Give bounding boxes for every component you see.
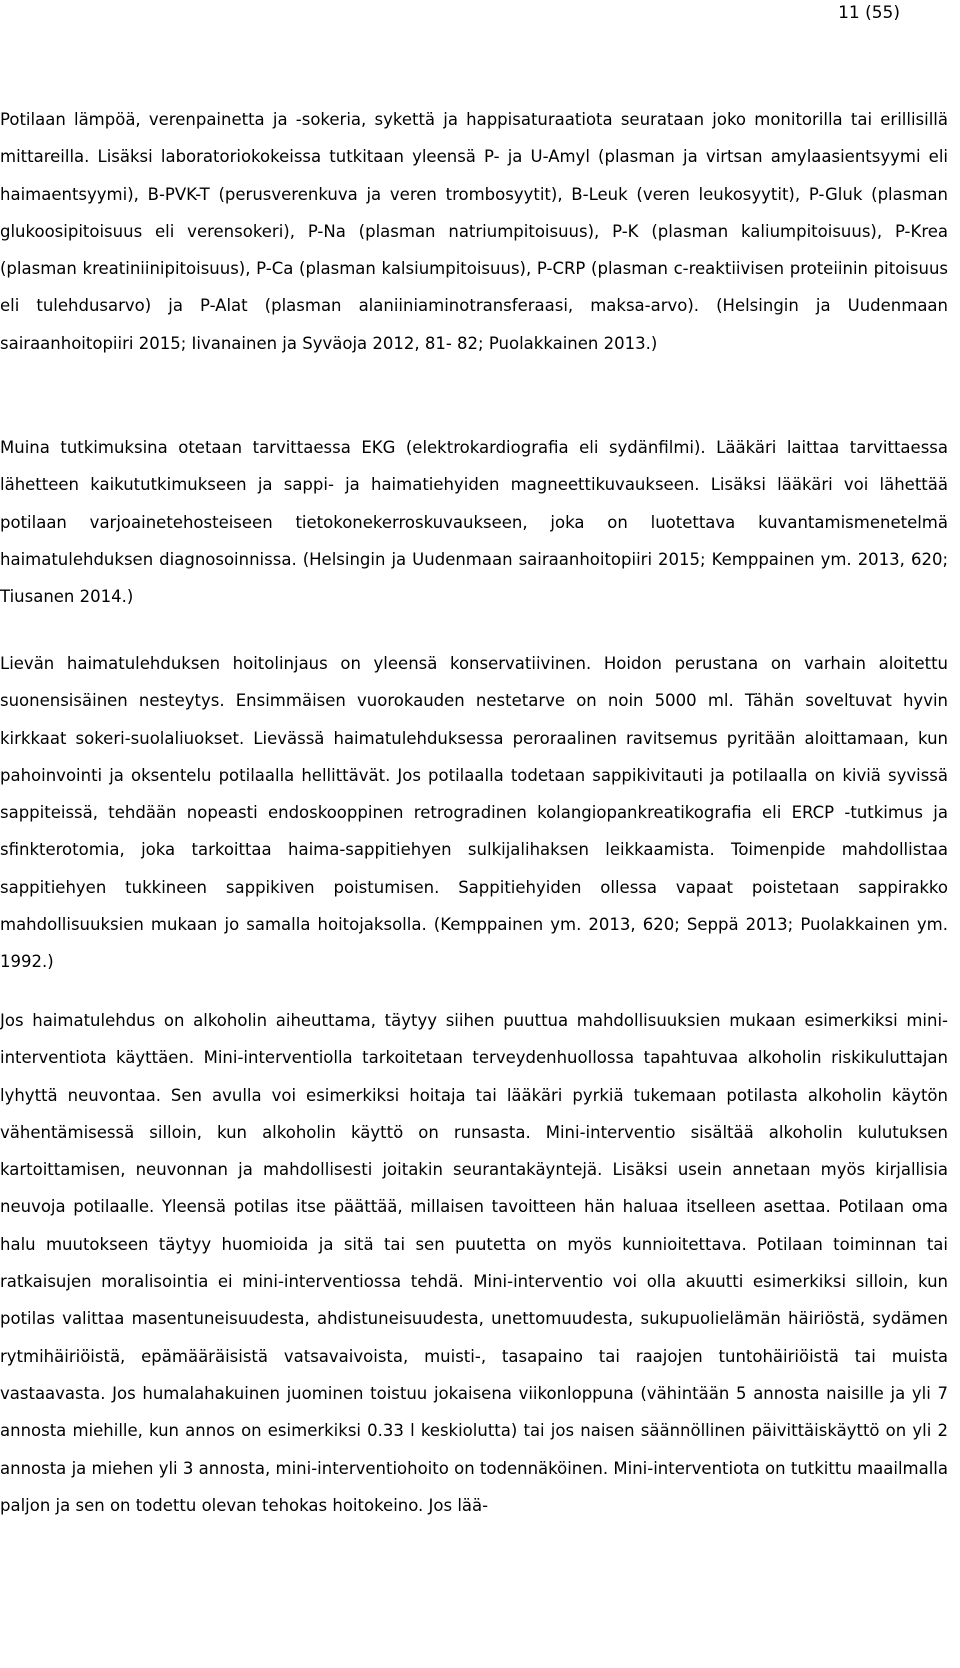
- paragraph-treatment: Lievän haimatulehduksen hoitolinjaus on yleensä konservatiivinen. Hoidon perustana on varhain aloitettu suonensisäinen nesteytys. Ensimmäisen vuorokauden nestetarve on noin 5000 ml. Tähän soveltuvat hyvin kirkkaat sokeri-suolaliuokset. Lievässä haimatulehduksessa peroraalinen ravitsemus pyritään aloittamaan, kun pahoinvointi ja oksentelu potilaalla hellittävät. Jos potilaalla todetaan sappikivitauti ja potilaalla on kiviä syvissä sappiteissä, tehdään nopeasti endoskooppinen retrogradinen kolangiopankreatikografia eli ERCP -tutkimus ja sfinkterotomia, joka tarkoittaa haima-sappitiehyen sulkijalihaksen leikkaamista. Toimenpide mahdollistaa sappitiehyen tukkineen sappikiven poistumisen. Sappitiehyiden ollessa vapaat poistetaan sappirakko mahdollisuuksien mukaan jo samalla hoitojaksolla. (Kemppainen ym. 2013, 620; Seppä 2013; Puolakkainen ym. 1992.): [0, 654, 948, 972]
- paragraph-other-examinations: Muina tutkimuksina otetaan tarvittaessa EKG (elektrokardiografia eli sydänfilmi). Lääkäri laittaa tarvittaessa lähetteen kaikututkimukseen ja sappi- ja haimatiehyiden magneettikuvaukseen. Lisäksi lääkäri voi lähettää potilaan varjoainetehosteiseen tietokonekerroskuvaukseen, joka on luotettava kuvantamismenetelmä haimatulehduksen diagnosoinnissa. (Helsingin ja Uudenmaan sairaanhoitopiiri 2015; Kemppainen ym. 2013, 620; Tiusanen 2014.): [0, 438, 948, 607]
- paragraph-lab-tests: Potilaan lämpöä, verenpainetta ja -sokeria, sykettä ja happisaturaatiota seurataan joko monitorilla tai erillisillä mittareilla. Lisäksi laboratoriokokeissa tutkitaan yleensä P- ja U-Amyl (plasman ja virtsan amylaasientsyymi eli haimaentsyymi), B-PVK-T (perusverenkuva ja veren trombosyytit), B-Leuk (veren leukosyytit), P-Gluk (plasman glukoosipitoisuus eli verensokeri), P-Na (plasman natriumpitoisuus), P-K (plasman kaliumpitoisuus), P-Krea (plasman kreatiniinipitoisuus), P-Ca (plasman kalsiumpitoisuus), P-CRP (plasman c-reaktiivisen proteiinin pitoisuus eli tulehdusarvo) ja P-Alat (plasman alaniiniaminotransferaasi, maksa-arvo). (Helsingin ja Uudenmaan sairaanhoitopiiri 2015; Iivanainen ja Syväoja 2012, 81- 82; Puolakkainen 2013.): [0, 110, 948, 353]
- paragraph-mini-intervention: Jos haimatulehdus on alkoholin aiheuttama, täytyy siihen puuttua mahdollisuuksien mukaan esimerkiksi mini-interventiota käyttäen. Mini-interventiolla tarkoitetaan terveydenhuollossa tapahtuvaa alkoholin riskikuluttajan lyhyttä neuvontaa. Sen avulla voi esimerkiksi hoitaja tai lääkäri pyrkiä tukemaan potilasta alkoholin käytön vähentämisessä silloin, kun alkoholin käyttö on runsasta. Mini-interventio sisältää alkoholin kulutuksen kartoittamisen, neuvonnan ja mahdollisesti joitakin seurantakäyntejä. Lisäksi usein annetaan myös kirjallisia neuvoja potilaalle. Yleensä potilas itse päättää, millaisen tavoitteen hän haluaa itselleen asettaa. Potilaan oma halu muutokseen täytyy huomioida ja sitä tai sen puutetta on myös kunnioitettava. Potilaan toiminnan tai ratkaisujen moralisointia ei mini-interventiossa tehdä. Mini-interventio voi olla akuutti esimerkiksi silloin, kun potilas valittaa masentuneisuudesta, ahdistuneisuudesta, unettomuudesta, sukupuolielämän häiriöstä, sydämen rytmihäiriöistä, epämääräisistä vatsavaivoista, muisti-, tasapaino tai raajojen tuntohäiriöistä tai muista vastaavasta. Jos humalahakuinen juominen toistuu jokaisena viikonloppuna (vähintään 5 annosta naisille ja yli 7 annosta miehille, kun annos on esimerkiksi 0.33 l keskiolutta) tai jos naisen säännöllinen päivittäiskäyttö on yli 2 annosta ja miehen yli 3 annosta, mini-interventiohoito on todennäköinen. Mini-interventiota on tutkittu maailmalla paljon ja sen on todettu olevan tehokas hoitokeino. Jos lää-: [0, 1011, 948, 1515]
- page-number: 11 (55): [838, 3, 900, 23]
